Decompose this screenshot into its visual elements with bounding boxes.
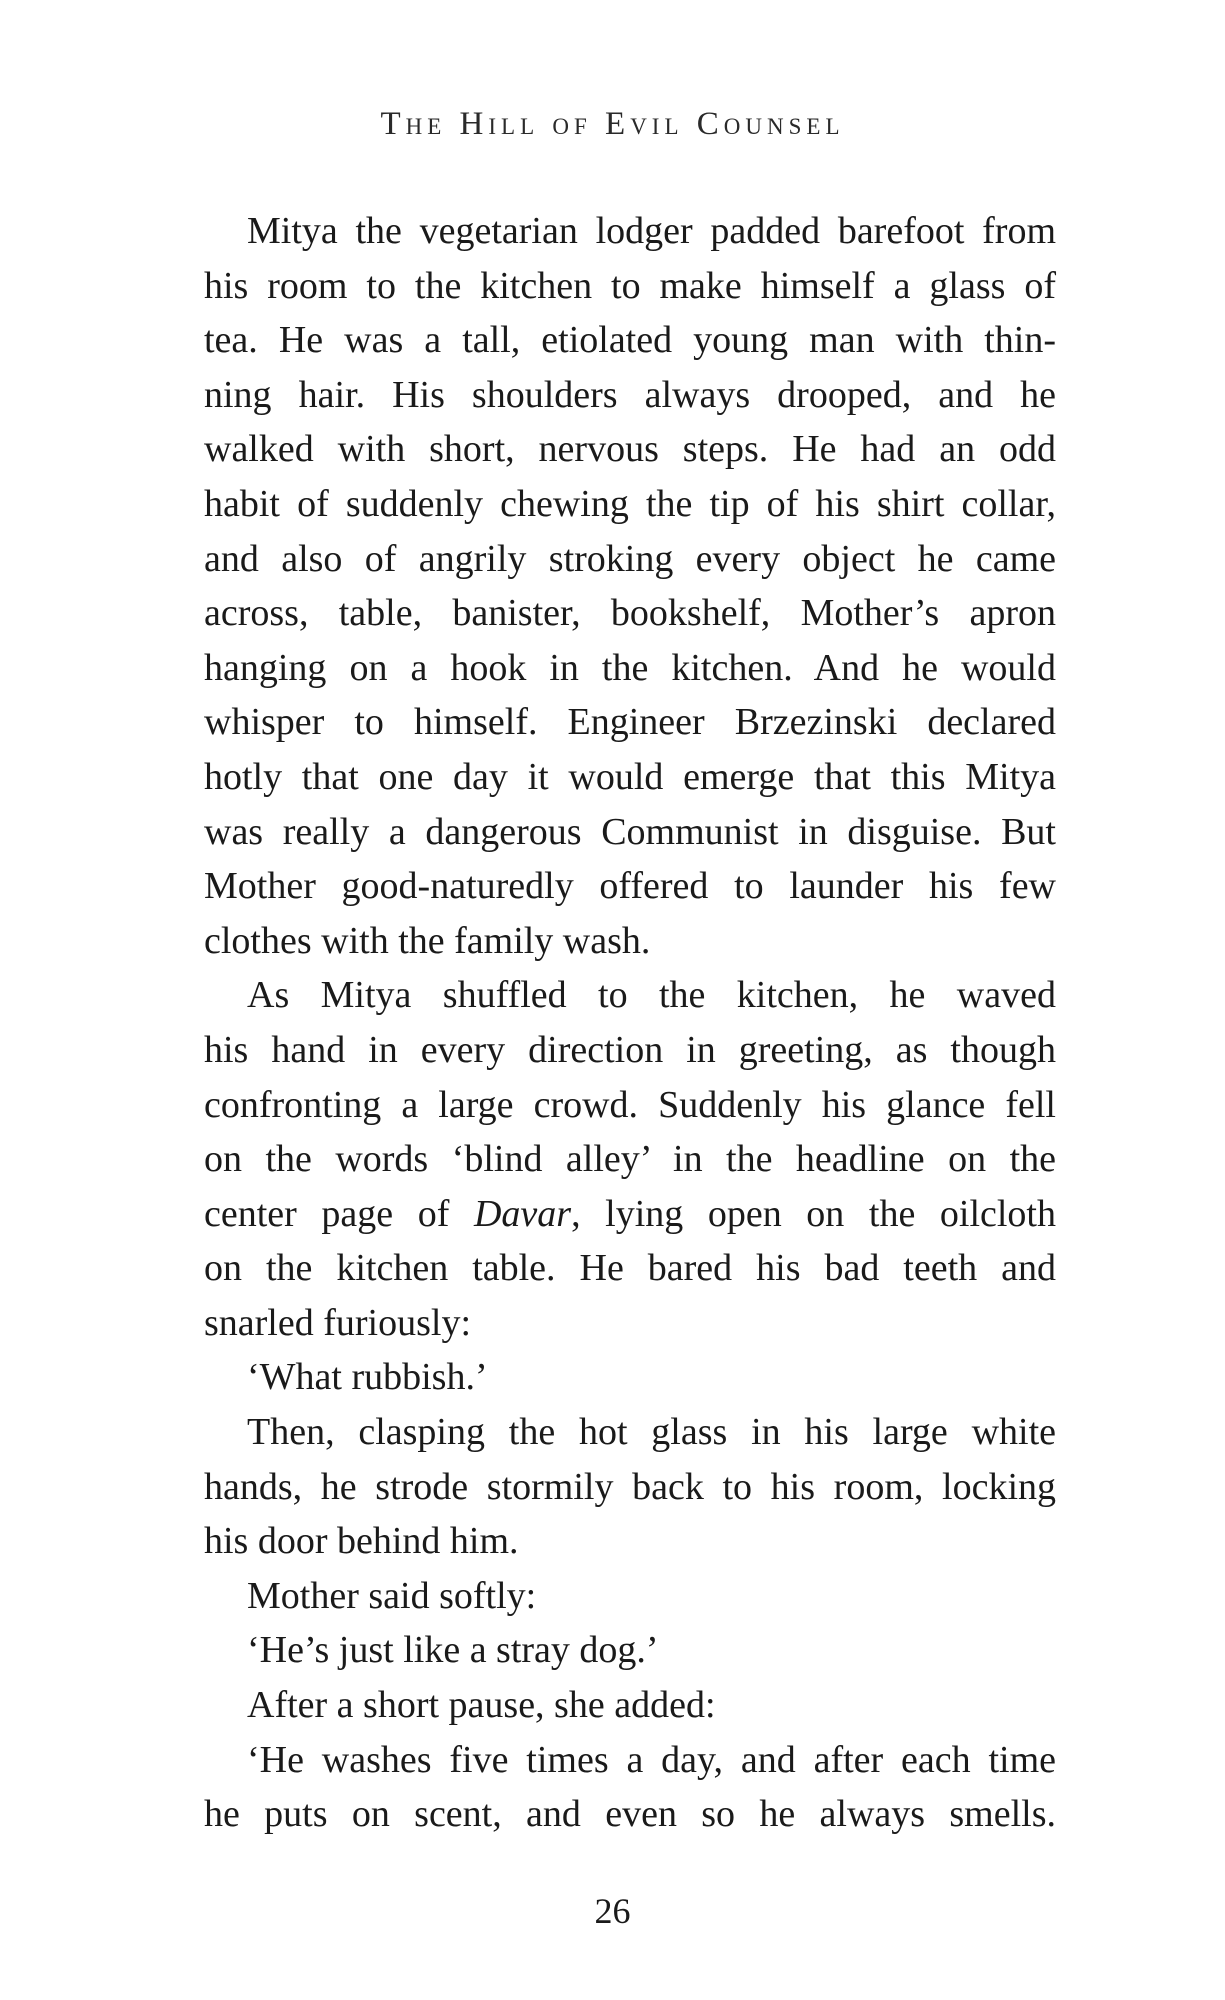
text-line: and also of angrily stroking every object he came xyxy=(204,537,1056,580)
page-number: 26 xyxy=(594,1891,631,1931)
text-line: ‘He washes five times a day, and after each time xyxy=(247,1738,1056,1781)
text-line: ning hair. His shoulders always drooped, and he xyxy=(204,373,1056,416)
text-line: ‘What rubbish.’ xyxy=(247,1356,488,1399)
text-line: center page of Davar, lying open on the oilcloth xyxy=(204,1192,1056,1235)
running-head: The Hill of Evil Counsel xyxy=(380,106,845,142)
text-line: ‘He’s just like a stray dog.’ xyxy=(247,1629,659,1672)
text-line: clothes with the family wash. xyxy=(204,919,651,962)
text-line: on the kitchen table. He bared his bad teeth and xyxy=(204,1247,1056,1290)
text-line: hotly that one day it would emerge that this Mitya xyxy=(204,755,1056,798)
text-line: his door behind him. xyxy=(204,1520,519,1563)
text-line: his hand in every direction in greeting, as though xyxy=(204,1028,1056,1071)
text-line: tea. He was a tall, etiolated young man with thin- xyxy=(204,319,1056,362)
text-line: Then, clasping the hot glass in his large white xyxy=(247,1411,1056,1454)
text-line: confronting a large crowd. Suddenly his glance fell xyxy=(204,1083,1056,1126)
text-line: he puts on scent, and even so he always smells. xyxy=(204,1793,1056,1836)
newspaper-title: Davar xyxy=(473,1192,572,1235)
text-line: Mother good-naturedly offered to launder his few xyxy=(204,865,1056,908)
text-line: Mitya the vegetarian lodger padded barefoot from xyxy=(247,210,1056,252)
text-line: was really a dangerous Communist in disguise. But xyxy=(204,810,1056,853)
text-line: Mother said softly: xyxy=(247,1574,537,1617)
text-line: whisper to himself. Engineer Brzezinski declared xyxy=(204,701,1056,744)
text-line: on the words ‘blind alley’ in the headline on the xyxy=(204,1138,1056,1181)
text-line: walked with short, nervous steps. He had an odd xyxy=(204,428,1056,471)
text-line: across, table, banister, bookshelf, Mother’s apron xyxy=(204,592,1056,635)
text-line: habit of suddenly chewing the tip of his shirt collar, xyxy=(204,482,1056,525)
text-line: As Mitya shuffled to the kitchen, he waved xyxy=(247,974,1056,1017)
text-line: hanging on a hook in the kitchen. And he would xyxy=(204,646,1056,689)
text-line: his room to the kitchen to make himself a glass of xyxy=(204,264,1056,307)
body-text xyxy=(204,204,1056,1842)
text-line: After a short pause, she added: xyxy=(247,1684,716,1727)
text-line: snarled furiously: xyxy=(204,1301,472,1344)
text-line: hands, he strode stormily back to his room, locking xyxy=(204,1465,1056,1508)
